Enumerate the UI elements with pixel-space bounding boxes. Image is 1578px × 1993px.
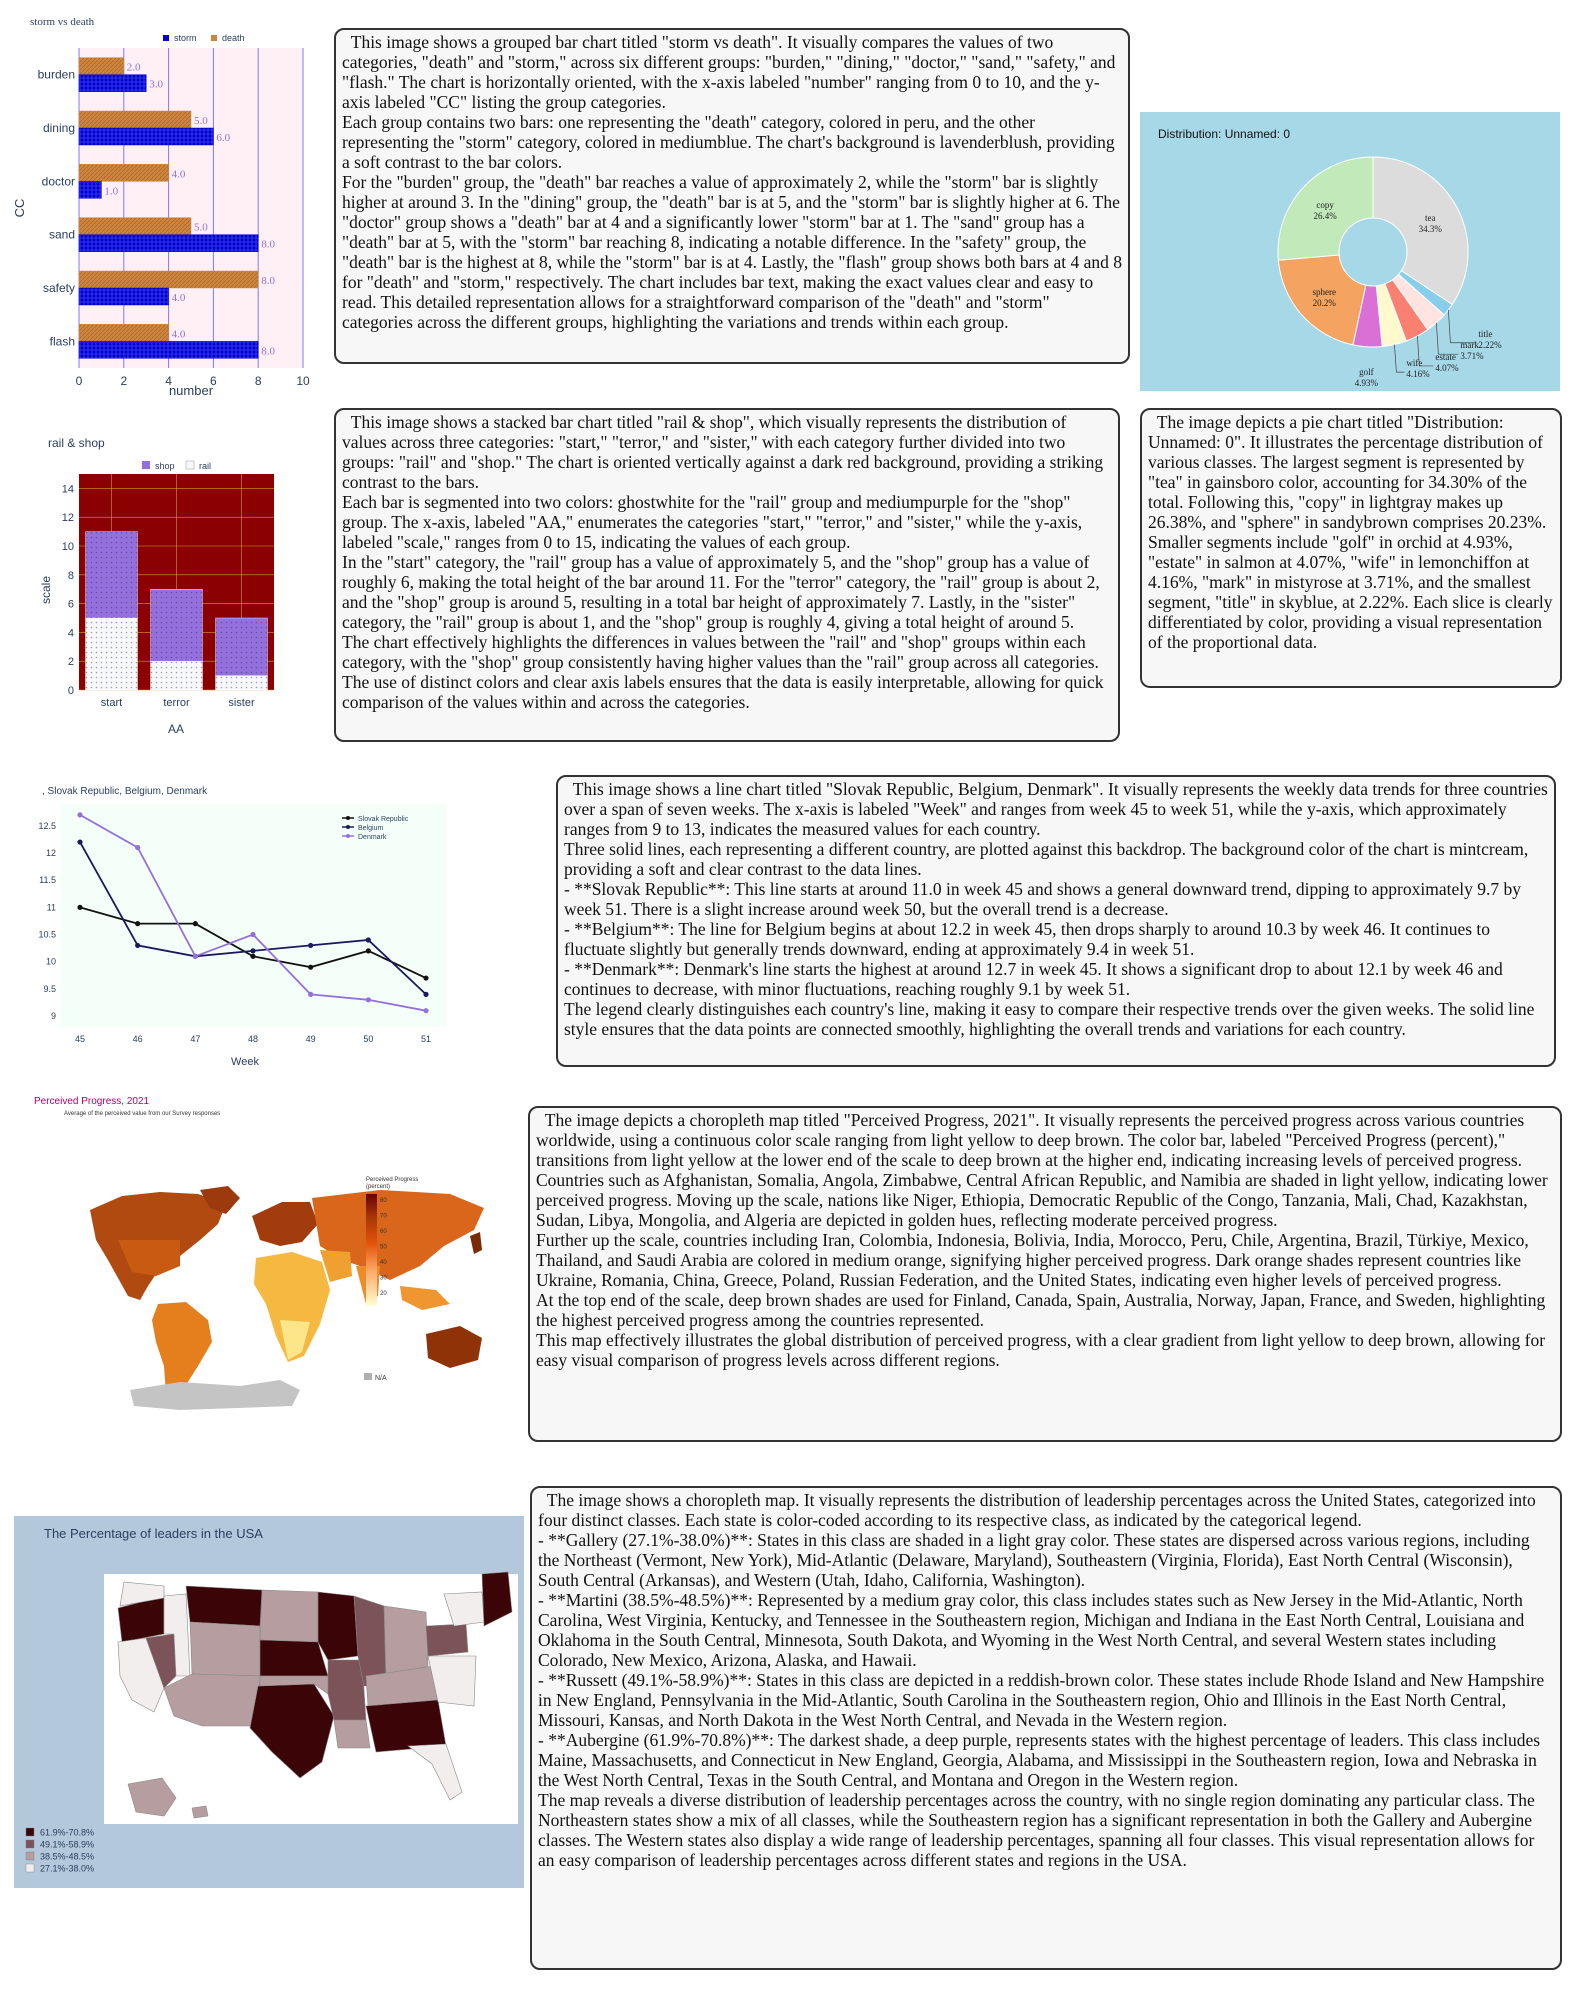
pie-chart	[1140, 112, 1560, 391]
x-tick-label: 50	[363, 1034, 374, 1044]
world-landmass	[90, 1186, 484, 1410]
pie-label-wife: wife 4.16%	[1406, 358, 1430, 380]
x-tick-label: terror	[163, 697, 190, 709]
y-tick-label: 12	[45, 847, 56, 858]
data-point[interactable]	[308, 943, 313, 948]
bar-death[interactable]	[79, 58, 124, 75]
y-tick-label: 8	[67, 569, 74, 582]
data-point[interactable]	[423, 992, 428, 997]
data-point[interactable]	[250, 954, 255, 959]
pie-description	[1140, 408, 1562, 688]
bar-label-death: 2.0	[126, 61, 141, 74]
description-text: This image shows a line chart titled "Slovak Republic, Belgium, Denmark". It visually represents the weekly data trends for three countries over a span of seven weeks. The x-axis is labeled "Week" and ranges from week 45 to week 51, while the y-axis, which approximately ranges from 9 to 13, indicates the measured values for each country. Three solid lines, each representing a different country, are plotted against this backdrop. The background color of the chart is mintcream, providing a soft and clear contrast to the data lines. - **Slovak Republic**: This line starts at around 11.0 in week 45 and shows a general downward trend, dipping to approximately 9.7 by week 51. There is a slight increase around week 50, but the overall trend is a decrease. - **Belgium**: The line for Belgium begins at about 12.2 in week 45, then drops sharply to around 10.3 by week 46. It continues to fluctuate slightly but generally trends downward, ending at approximately 9.4 in week 51. - **Denmark**: Denmark's line starts the highest at around 12.7 in week 45. It shows a significant drop to about 12.1 by week 46 and continues to decrease, with minor fluctuations, reaching roughly 9.1 by week 51. The legend clearly distinguishes each country's line, making it easy to compare their respective trends over the given weeks. The solid line style ensures that the data points are connected smoothly, highlighting the overall trends and variations for each country.	[564, 779, 1548, 1039]
x-tick-label: 45	[74, 1034, 86, 1044]
x-tick-label: 4	[165, 374, 172, 388]
bar-death[interactable]	[79, 271, 258, 288]
y-tick-label: doctor	[41, 174, 75, 189]
chart-title: rail & shop	[48, 436, 105, 450]
map-subtitle: Average of the perceived value from our Survey responses	[64, 1111, 221, 1117]
bar-label-death: 4.0	[171, 168, 186, 181]
region-japan	[470, 1232, 482, 1254]
region-hawaii	[192, 1806, 208, 1818]
colorbar-tick-label: 60	[380, 1229, 387, 1235]
data-point[interactable]	[423, 1008, 428, 1013]
bar-death[interactable]	[79, 164, 169, 181]
y-tick-label: 12	[61, 512, 74, 525]
world-choropleth-map	[30, 1090, 530, 1420]
data-point[interactable]	[308, 992, 313, 997]
pie-label-mark: mark 3.71%	[1460, 340, 1484, 362]
map-title: The Percentage of leaders in the USA	[44, 1526, 263, 1541]
legend-swatch-rail	[186, 461, 194, 469]
data-point[interactable]	[135, 845, 140, 850]
bar-label-storm: 6.0	[216, 132, 231, 144]
bar-shop[interactable]	[86, 532, 138, 618]
legend-label[interactable]: Slovak Republic	[358, 816, 409, 823]
pie-label-estate: estate 4.07%	[1435, 351, 1459, 373]
colorbar-tick-label: 70	[380, 1213, 387, 1220]
bar-storm[interactable]	[79, 235, 258, 252]
region-se-asia	[400, 1286, 450, 1310]
data-point[interactable]	[135, 943, 140, 948]
bar-shop[interactable]	[151, 589, 203, 661]
legend-marker	[346, 816, 350, 820]
data-point[interactable]	[423, 975, 428, 980]
legend-swatch-death	[211, 35, 217, 41]
y-tick-label: 9	[50, 1011, 56, 1022]
legend-label[interactable]: 38.5%-48.5%	[40, 1851, 95, 1862]
data-point[interactable]	[366, 937, 371, 942]
colorbar-tick-label: 20	[380, 1291, 387, 1297]
data-point[interactable]	[193, 921, 198, 926]
data-point[interactable]	[366, 948, 371, 953]
legend-label[interactable]: 27.1%-38.0%	[40, 1863, 95, 1874]
x-tick-label: 8	[254, 374, 262, 388]
y-tick-label: 0	[67, 685, 74, 697]
rail-shop-chart	[24, 430, 284, 740]
legend-swatch-shop	[142, 461, 150, 469]
rail-shop-description	[334, 408, 1120, 742]
storm-death-chart	[14, 8, 324, 408]
plot-background	[60, 804, 446, 1027]
bar-label-death: 5.0	[194, 221, 208, 234]
y-tick-label: 4	[67, 627, 74, 640]
y-tick-label: safety	[42, 281, 75, 295]
chart-title: Distribution: Unnamed: 0	[1158, 127, 1291, 141]
region-antarctica	[130, 1380, 300, 1410]
colorbar-tick-label: 80	[380, 1198, 387, 1204]
bar-storm[interactable]	[79, 288, 169, 305]
region-wyoming-colorado	[190, 1622, 260, 1676]
bar-storm[interactable]	[79, 181, 101, 198]
bar-rail[interactable]	[151, 661, 203, 690]
x-tick-label: start	[100, 697, 123, 709]
description-text: This image shows a stacked bar chart titled "rail & shop", which visually represents the distribution of values across three categories: "start," "terror," and "sister," with each category further divided into two groups: "rail" and "shop." The chart is oriented vertically against a dark red background, providing a striking contrast to the bars. Each bar is segmented into two colors: ghostwhite for the "rail" group and mediumpurple for the "shop" group. The x-axis, labeled "AA," enumerates the categories "start," "terror," and "sister," while the y-axis, labeled "scale," ranges from 0 to 15, indicating the values of each group. In the "start" category, the "rail" group has a value of approximately 5, and the "shop" group has a value of roughly 6, making the total height of the bar around 11. For the "terror" category, the "rail" group is about 2, and the "shop" group is around 5, resulting in a total bar height of approximately 7. Lastly, in the "sister" category, the "rail" group is about 1, and the "shop" group is roughly 4, giving a total height of around 5. The chart effectively highlights the differences in values between the "rail" and "shop" groups within each category, with the "shop" group consistently having higher values than the "rail" group across all categories. The use of distinct colors and clear axis labels ensures that the data is easily interpretable, allowing for quick comparison of the values within and across the categories.	[342, 412, 1104, 712]
usa-choropleth-map	[14, 1516, 524, 1888]
colorbar-tick-label: 50	[380, 1244, 387, 1251]
region-louisiana	[334, 1720, 370, 1748]
region-nebraska-kansas	[260, 1640, 328, 1676]
na-label: N/A	[375, 1375, 387, 1382]
colorbar-title: Perceived Progress (percent)	[366, 1177, 419, 1190]
region-australia	[426, 1326, 482, 1368]
map-title: Perceived Progress, 2021	[34, 1096, 150, 1107]
legend-label-shop[interactable]: shop	[155, 461, 175, 471]
data-point[interactable]	[250, 948, 255, 953]
y-tick-label: 10.5	[38, 929, 56, 940]
legend-label-rail[interactable]: rail	[199, 461, 212, 471]
x-tick-label: 0	[75, 374, 83, 388]
line-chart	[36, 780, 476, 1070]
region-minnesota-iowa	[318, 1592, 358, 1660]
bar-label-death: 8.0	[261, 275, 275, 287]
data-point[interactable]	[366, 997, 371, 1002]
y-axis-label: CC	[12, 198, 27, 218]
y-tick-label: 12.5	[38, 820, 56, 831]
legend-marker	[346, 834, 350, 838]
y-tick-label: 14	[61, 483, 74, 496]
data-point[interactable]	[308, 965, 313, 970]
legend-label-death[interactable]: death	[222, 33, 245, 43]
pie-label-sphere: sphere 20.2%	[1312, 286, 1336, 308]
pie-label-title: title 2.22%	[1478, 328, 1502, 350]
x-tick-label: 2	[120, 374, 128, 388]
y-tick-label: 11	[46, 902, 56, 913]
x-axis-label: AA	[167, 722, 185, 736]
pie-label-golf: golf 4.93%	[1354, 366, 1379, 388]
bar-storm[interactable]	[79, 341, 258, 358]
na-swatch	[364, 1373, 372, 1380]
y-tick-label: 2	[67, 656, 74, 669]
x-tick-label: sister	[228, 697, 255, 709]
data-point[interactable]	[135, 921, 140, 926]
x-tick-label: 6	[210, 374, 217, 388]
bar-label-death: 4.0	[171, 328, 186, 341]
y-tick-label: flash	[49, 334, 75, 349]
x-tick-label: 46	[132, 1034, 143, 1044]
region-europe	[252, 1202, 318, 1246]
bar-storm[interactable]	[79, 128, 213, 145]
data-point[interactable]	[77, 839, 82, 844]
description-text: The image shows a choropleth map. It visually represents the distribution of leadership percentages across the United States, categorized into four distinct classes. Each state is color-coded according to its respective class, as indicated by the categorical legend. - **Gallery (27.1%-38.0%)**: States in this class are shaded in a light gray color. These states are dispersed across various regions, including the Northeast (Vermont, New York), Mid-Atlantic (Delaware, Maryland), Southeastern (Virginia, Florida), East North Central (Wisconsin), South Central (Arkansas), and Western (Utah, Idaho, California, Washington). - **Martini (38.5%-48.5%)**: Represented by a medium gray color, this class includes states such as New Jersey in the Mid-Atlantic, North Carolina, West Virginia, Kentucky, and Tennessee in the Southeastern region, Michigan and Indiana in the East North Central, Louisiana and Oklahoma in the South Central, Minnesota, South Dakota, and Wyoming in the West North Central, and several Western states including Colorado, New Mexico, Arizona, Alaska, and Hawaii. - **Russett (49.1%-58.9%)**: States in this class are depicted in a reddish-brown color. These states include Rhode Island and New Hampshire in New England, Pennsylvania in the Mid-Atlantic, South Carolina in the Southeastern region, Ohio and Illinois in the East North Central, Missouri, Kansas, and North Dakota in the West North Central, and Nevada in the Western region. - **Aubergine (61.9%-70.8%)**: The darkest shade, a deep purple, represents states with the highest percentage of leaders. This class includes Maine, Massachusetts, and Connecticut in New England, Georgia, Alabama, and Mississippi in the Southeastern region, Iowa and Nebraska in the West North Central, Texas in the South Central, and Montana and Oregon in the Western region. The map reveals a diverse distribution of leadership percentages across the country, with no single region dominating any particular class. The Northeastern states show a mix of all classes, while the Southeastern region has a significant representation in both the Gallery and Aubergine classes. The Western states also display a wide range of leadership percentages, spanning all four classes. This visual representation allows for an easy comparison of leadership percentages across different states and regions in the USA.	[538, 1490, 1545, 1870]
data-point[interactable]	[77, 905, 82, 910]
bar-label-death: 5.0	[194, 115, 208, 127]
description-text: The image depicts a choropleth map titled "Perceived Progress, 2021". It visually represents the perceived progress across various countries worldwide, using a continuous color scale ranging from light yellow to deep brown. The color bar, labeled "Perceived Progress (percent)," transitions from light yellow at the lower end of the scale to deep brown at the higher end, indicating increasing levels of perceived progress. Countries such as Afghanistan, Somalia, Angola, Zimbabwe, Central African Republic, and Namibia are shaded in light yellow, indicating lower perceived progress. Moving up the scale, nations like Niger, Ethiopia, Democratic Republic of the Congo, Tanzania, Mali, Chad, Kazakhstan, Sudan, Libya, Mongolia, and Algeria are depicted in golden hues, reflecting moderate perceived progress. Further up the scale, countries including Iran, Colombia, Indonesia, Bolivia, India, Morocco, Peru, Chile, Argentina, Brazil, Türkiye, Mexico, Thailand, and Saudi Arabia are colored in medium orange, signifying higher perceived progress. Dark orange shades represent countries like Ukraine, Romania, China, Greece, Poland, Russian Federation, and the United States, indicating even higher levels of perceived progress. At the top end of the scale, deep brown shades are used for Finland, Canada, Spain, Australia, Norway, Japan, France, and Sweden, highlighting the highest perceived progress among the countries represented. This map effectively illustrates the global distribution of perceived progress, with a clear gradient from light yellow to deep brown, allowing for easy visual comparison of progress levels across different regions.	[536, 1110, 1548, 1370]
x-axis-label: Week	[231, 1056, 259, 1068]
pie-label-copy: copy 26.4%	[1313, 200, 1337, 222]
bar-death[interactable]	[79, 324, 169, 341]
x-tick-label: 47	[190, 1034, 201, 1044]
region-michigan-indiana-ohio	[384, 1606, 428, 1676]
legend-swatch	[26, 1828, 34, 1836]
chart-title: , Slovak Republic, Belgium, Denmark	[42, 786, 208, 797]
y-tick-label: sand	[48, 227, 75, 242]
plot-background	[79, 48, 303, 368]
x-axis-label: number	[168, 383, 214, 398]
bar-label-storm: 1.0	[104, 185, 119, 198]
bar-label-storm: 8.0	[261, 345, 275, 358]
description-text: The image depicts a pie chart titled "Distribution: Unnamed: 0". It illustrates the percentage distribution of various classes. The largest segment is represented by "tea" in gainsboro color, accounting for 34.30% of the total. Following this, "copy" in lightgray makes up 26.38%, and "sphere" in sandybrown comprises 20.23%. Smaller segments include "golf" in orchid at 4.93%, "estate" in salmon at 4.07%, "wife" in lemonchiffon at 4.16%, "mark" in mistyrose at 3.71%, and the smallest segment, "title" in skyblue, at 2.22%. Each slice is clearly differentiated by color, providing a visual representation of the proportional data.	[1148, 412, 1557, 652]
legend-label[interactable]: Belgium	[358, 825, 384, 832]
bar-label-storm: 4.0	[171, 292, 186, 304]
bar-rail[interactable]	[216, 676, 268, 690]
legend-swatch-storm	[163, 35, 169, 41]
legend-label[interactable]: 61.9%-70.8%	[40, 1827, 95, 1838]
legend-swatch	[26, 1840, 34, 1848]
region-pennsylvania	[426, 1624, 468, 1656]
bar-rail[interactable]	[86, 618, 138, 690]
x-tick-label: 48	[247, 1034, 259, 1044]
data-point[interactable]	[250, 932, 255, 937]
y-tick-label: 10	[61, 541, 74, 553]
x-tick-label: 51	[420, 1034, 432, 1044]
legend-swatch	[26, 1852, 34, 1860]
bar-label-storm: 8.0	[261, 238, 275, 251]
legend-label[interactable]: 49.1%-58.9%	[40, 1839, 95, 1850]
region-montana	[186, 1586, 262, 1626]
legend-label-storm[interactable]: storm	[174, 33, 197, 43]
storm-death-description	[334, 28, 1130, 364]
colorbar	[366, 1194, 377, 1306]
bar-death[interactable]	[79, 111, 191, 128]
line-description	[556, 775, 1556, 1067]
legend-label[interactable]: Denmark	[358, 834, 387, 841]
bar-shop[interactable]	[216, 618, 268, 676]
description-text: This image shows a grouped bar chart titled "storm vs death". It visually compares the values of two categories, "death" and "storm," across six different groups: "burden," "dining," "doctor," "sand," "safety," and "flash." The chart is horizontally oriented, with the x-axis labeled "number" ranging from 0 to 10, and the y-axis labeled "CC" listing the group categories. Each group contains two bars: one representing the "death" category, colored in peru, and the other representing the "storm" category, colored in mediumblue. The chart's background is lavenderblush, providing a soft contrast to the bar colors. For the "burden" group, the "death" bar reaches a value of approximately 2, while the "storm" bar is slightly higher at around 3. In the "dining" group, the "death" bar is at 5, and the "storm" bar is slightly higher at 6. The "doctor" group shows a "death" bar at 4 and a significantly lower "storm" bar at 1. The "sand" group has a "death" bar at 5, with the "storm" bar reaching 8, indicating a notable difference. In the "safety" group, the "death" bar is the highest at 8, while the "storm" bar is at 4. Lastly, the "flash" group shows both bars at 4 and 8 for "death" and "storm," respectively. The chart includes bar text, making the exact values clear and easy to read. This detailed representation allows for a straightforward comparison of the "death" and "storm" categories across the different groups, highlighting the variations and trends within each group.	[342, 32, 1122, 332]
legend-swatch	[26, 1864, 34, 1872]
y-tick-label: dining	[42, 121, 75, 135]
usa-map-description	[530, 1486, 1562, 1970]
chart-title: storm vs death	[30, 16, 95, 28]
x-tick-label: 10	[296, 374, 310, 388]
region-dakotas	[260, 1590, 318, 1642]
colorbar-tick-label: 30	[380, 1275, 387, 1282]
bar-label-storm: 3.0	[149, 78, 163, 91]
x-tick-label: 49	[305, 1034, 316, 1044]
bar-death[interactable]	[79, 218, 191, 235]
y-tick-label: 11.5	[39, 875, 56, 886]
bar-storm[interactable]	[79, 75, 146, 92]
y-tick-label: 10	[45, 956, 56, 967]
data-point[interactable]	[77, 812, 82, 817]
y-tick-label: burden	[37, 67, 75, 82]
y-tick-label: 9.5	[43, 983, 56, 994]
region-deep-south	[366, 1700, 446, 1752]
legend-marker	[346, 825, 350, 829]
pie-label-tea: tea 34.3%	[1418, 213, 1442, 235]
colorbar-tick-label: 40	[380, 1260, 387, 1266]
world-map-description	[528, 1106, 1562, 1442]
data-point[interactable]	[193, 954, 198, 959]
y-tick-label: 6	[67, 598, 74, 611]
y-axis-label: scale	[39, 575, 53, 605]
